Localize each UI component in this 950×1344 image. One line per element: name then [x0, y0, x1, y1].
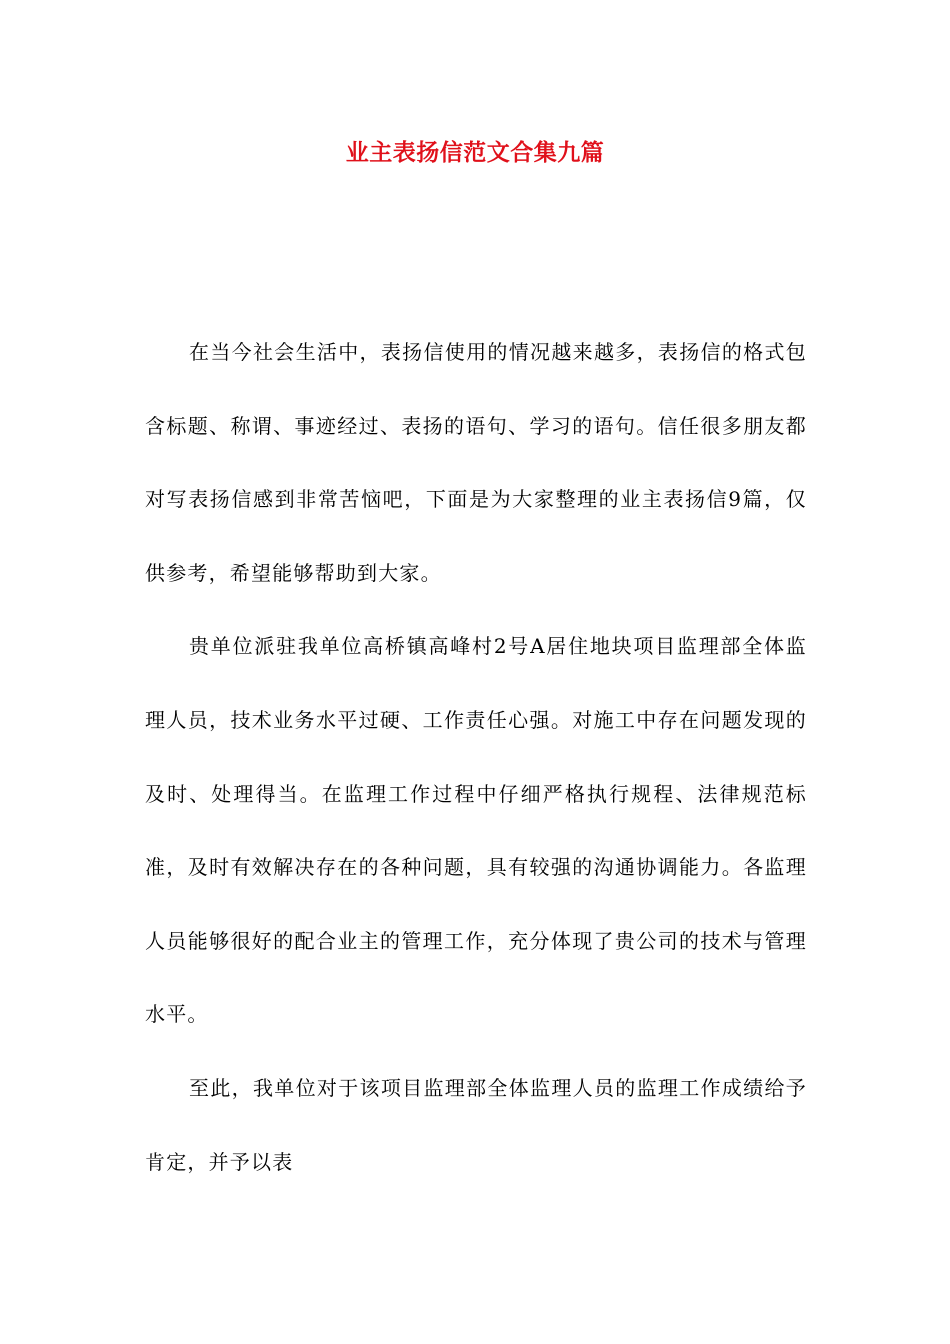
document-body: [145, 316, 807, 1199]
document-title: 业主表扬信范文合集九篇: [345, 139, 605, 166]
paragraph-intro: 在当今社会生活中，表扬信使用的情况越来越多，表扬信的格式包含标题、称谓、事迹经过、表扬的语句、学习的语句。信任很多朋友都对写表扬信感到非常苦恼吧，下面是为大家整理的业主表扬信9篇，仅供参考，希望能够帮助到大家。: [145, 340, 807, 585]
paragraph-praise: 贵单位派驻我单位高桥镇高峰村2号A居住地块项目监理部全体监理人员，技术业务水平过硬、工作责任心强。对施工中存在问题发现的及时、处理得当。在监理工作过程中仔细严格执行规程、法律规范标准，及时有效解决存在的各种问题，具有较强的沟通协调能力。各监理人员能够很好的配合业主的管理工作，充分体现了贵公司的技术与管理水平。: [145, 634, 807, 1027]
paragraph-conclusion: 至此，我单位对于该项目监理部全体监理人员的监理工作成绩给予肯定，并予以表: [145, 1075, 807, 1174]
